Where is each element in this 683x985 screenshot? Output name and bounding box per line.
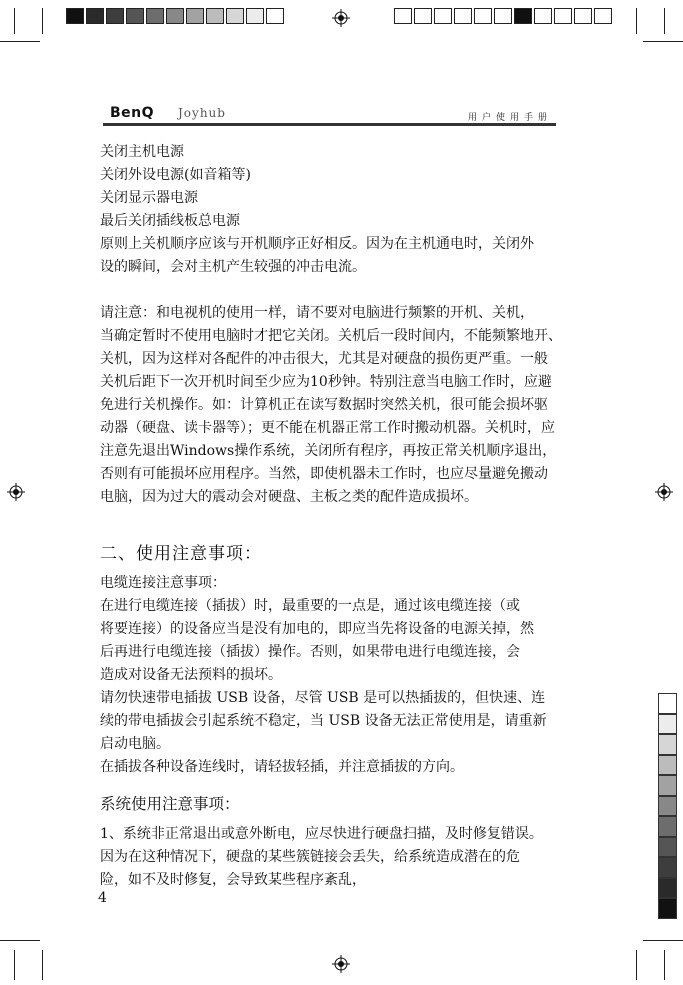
brand-logo: BenQ (110, 105, 155, 121)
paragraph-line: 因为在这种情况下，硬盘的某些簇链接会丢失，给系统造成潜在的危 (100, 849, 520, 865)
registration-mark-icon (7, 483, 25, 501)
paragraph-line: 当确定暂时不使用电脑时才把它关闭。关机后一段时间内，不能频繁地开、 (100, 328, 562, 344)
step-item: 关闭主机电源 (100, 144, 184, 160)
product-name: Joyhub (178, 106, 226, 120)
section-subheading: 系统使用注意事项： (100, 795, 240, 813)
section-heading: 二、使用注意事项： (100, 544, 262, 564)
paragraph-line: 在插拔各种设备连线时，请轻拔轻插，并注意插拔的方向。 (100, 759, 464, 775)
paragraph-line: 后再进行电缆连接（插拔）操作。否则，如果带电进行电缆连接，会 (100, 644, 520, 660)
paragraph-line: 将要连接）的设备应当是没有加电的，即应当先将设备的电源关掉，然 (100, 621, 534, 637)
paragraph-line: 关机后距下一次开机时间至少应为10秒钟。特别注意当电脑工作时，应避 (100, 374, 552, 390)
paragraph-line: 启动电脑。 (100, 736, 170, 752)
paragraph-line: 在进行电缆连接（插拔）时，最重要的一点是，通过该电缆连接（或 (100, 598, 520, 614)
paragraph-line: 设的瞬间，会对主机产生较强的冲击电流。 (100, 259, 366, 275)
step-item: 关闭显示器电源 (100, 190, 198, 206)
paragraph-line: 电脑，因为过大的震动会对硬盘、主板之类的配件造成损坏。 (100, 489, 478, 505)
registration-mark-icon (332, 9, 350, 27)
grayscale-bar-side (658, 693, 677, 919)
paragraph-line: 请注意：和电视机的使用一样，请不要对电脑进行频繁的开机、关机， (100, 305, 534, 321)
paragraph-line: 原则上关机顺序应该与开机顺序正好相反。因为在主机通电时，关闭外 (100, 236, 534, 252)
page-number: 4 (98, 890, 107, 906)
manual-title: 用户使用手册 (468, 113, 553, 123)
paragraph-line: 注意先退出Windows操作系统，关闭所有程序，再按正常关机顺序退出， (100, 443, 557, 459)
swatch-bar-top-right (394, 8, 612, 24)
paragraph-line: 免进行关机操作。如：计算机正在读写数据时突然关机，很可能会损坏驱 (100, 397, 548, 413)
registration-mark-icon (655, 483, 673, 501)
paragraph-line: 请勿快速带电插拔 USB 设备，尽管 USB 是可以热插拔的，但快速、连 (100, 690, 546, 706)
paragraph-line: 1、系统非正常退出或意外断电，应尽快进行硬盘扫描，及时修复错误。 (100, 826, 543, 842)
step-item: 最后关闭插线板总电源 (100, 213, 240, 229)
grayscale-bar-top-left (66, 8, 284, 24)
subheading: 电缆连接注意事项： (100, 575, 226, 591)
step-item: 关闭外设电源(如音箱等) (100, 167, 251, 183)
paragraph-line: 险，如不及时修复，会导致某些程序紊乱， (100, 872, 366, 888)
paragraph-line: 关机，因为这样对各配件的冲击很大，尤其是对硬盘的损伤更严重。一般 (100, 351, 548, 367)
paragraph-line: 续的带电插拔会引起系统不稳定，当 USB 设备无法正常使用是，请重新 (100, 713, 547, 729)
paragraph-line: 造成对设备无法预料的损坏。 (100, 667, 282, 683)
registration-mark-icon (332, 955, 350, 973)
paragraph-line: 否则有可能损坏应用程序。当然，即使机器未工作时，也应尽量避免搬动 (100, 466, 548, 482)
paragraph-line: 动器（硬盘、读卡器等）；更不能在机器正常工作时搬动机器。关机时，应 (100, 420, 555, 436)
header-rule (103, 123, 556, 126)
